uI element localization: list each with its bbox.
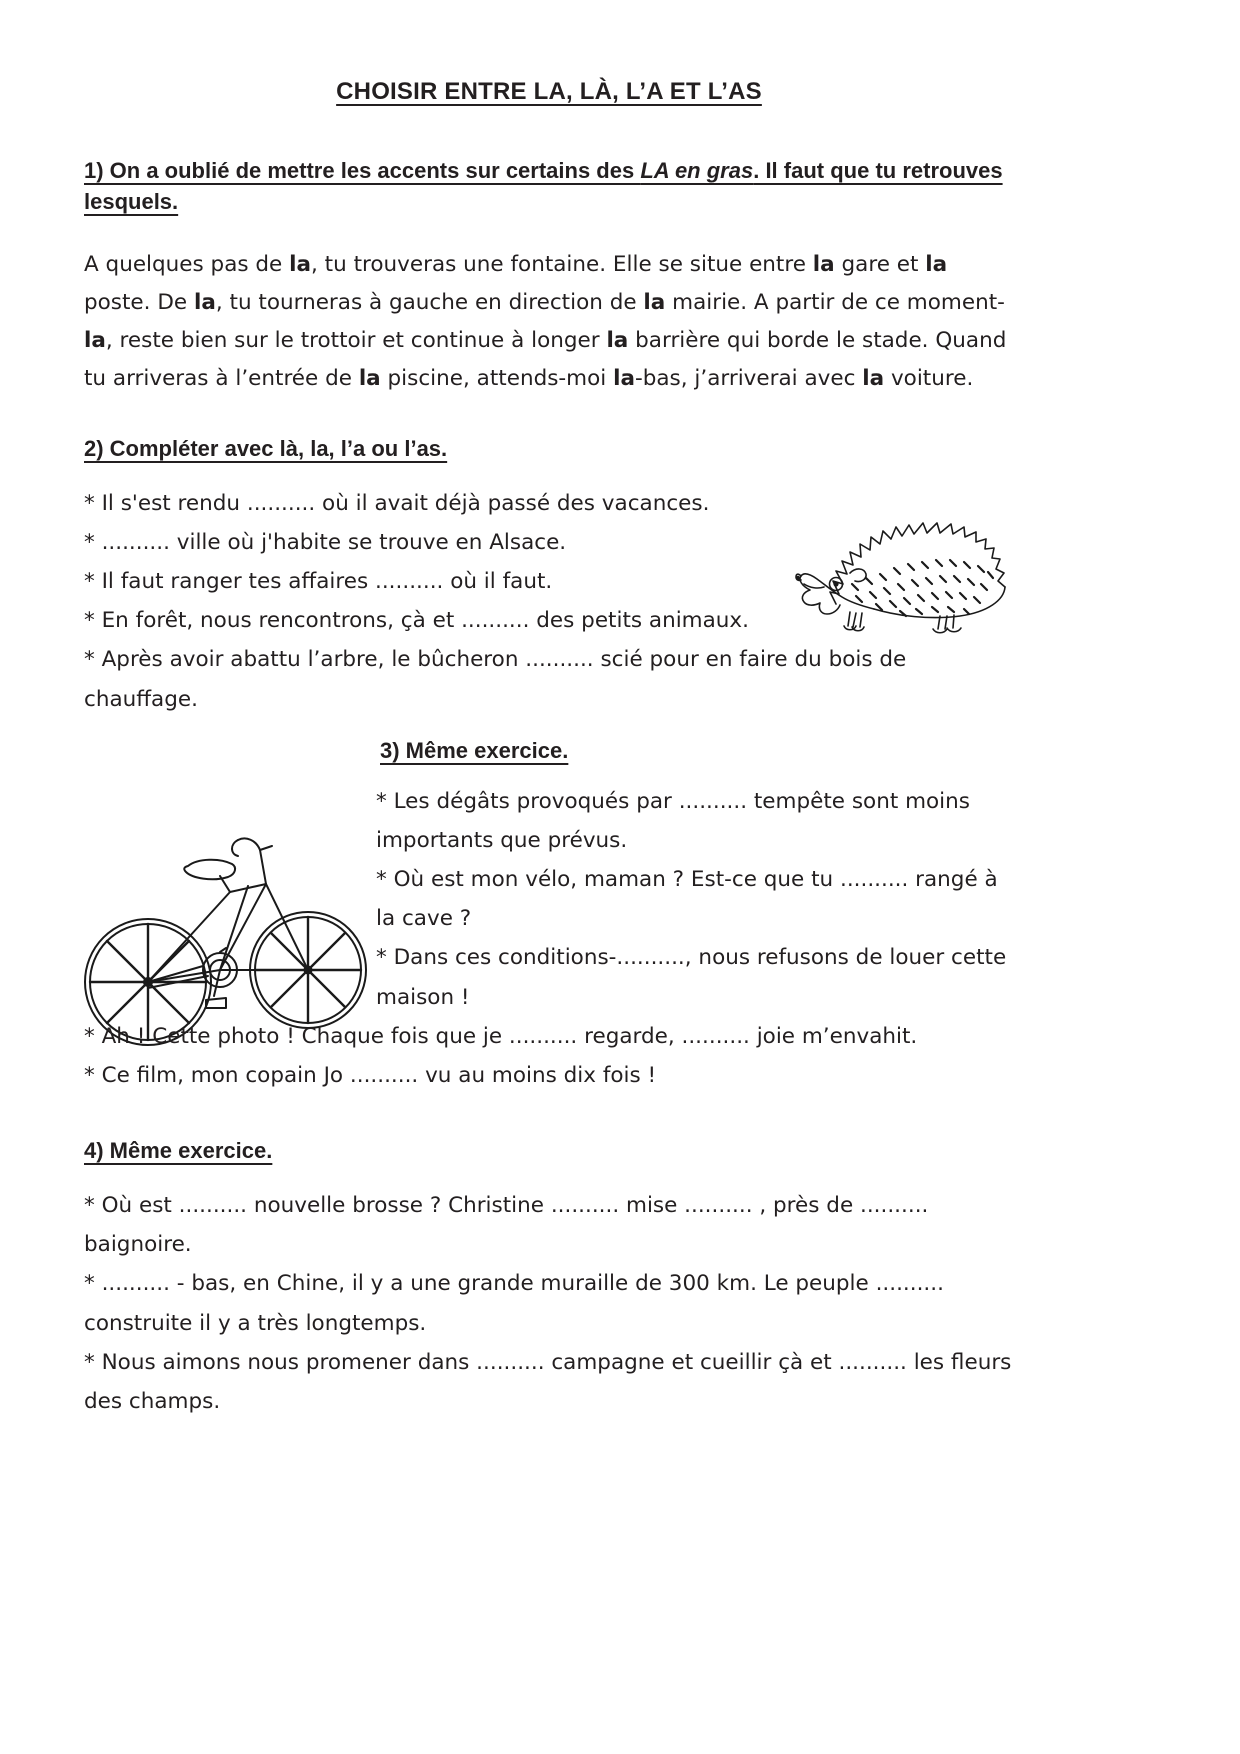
exercise-2-list bbox=[84, 484, 1014, 719]
list-item: * Il s'est rendu .......... où il avait déjà passé des vacances. bbox=[84, 490, 710, 516]
list-item: * .......... ville où j'habite se trouve en Alsace. bbox=[84, 530, 567, 556]
exercise-1-heading bbox=[84, 155, 1014, 217]
list-item: * .......... - bas, en Chine, il y a une grande muraille de 300 km. Le peuple .......... construite il y a très longtemps. bbox=[84, 1271, 951, 1336]
list-item: * Ah ! Cette photo ! Chaque fois que je .......... regarde, .......... joie m’envahit. bbox=[84, 1023, 918, 1049]
list-item: * Ce film, mon copain Jo .......... vu au moins dix fois ! bbox=[84, 1062, 657, 1088]
list-item: * En forêt, nous rencontrons, çà et .......... des petits animaux. bbox=[84, 608, 749, 634]
exercise-3-list bbox=[84, 1017, 1014, 1095]
exercise-4-heading: 4) Même exercice. bbox=[84, 1137, 273, 1163]
exercise-1-heading-part1: 1) On a oublié de mettre les accents sur certains des bbox=[84, 158, 641, 184]
exercise-1-heading-italic: LA en gras bbox=[640, 158, 754, 184]
page-title: CHOISIR ENTRE LA, LÀ, L’A ET L’AS bbox=[336, 78, 762, 105]
list-item: * Après avoir abattu l’arbre, le bûcheron .......... scié pour en faire du bois de chauffage. bbox=[84, 647, 914, 712]
exercise-1-heading-part2: . Il faut que tu retrouves lesquels. bbox=[84, 158, 1003, 215]
exercise-4-list bbox=[84, 1186, 1019, 1421]
worksheet-content bbox=[84, 76, 1019, 1421]
list-item: * Il faut ranger tes affaires .......... où il faut. bbox=[84, 569, 553, 595]
exercise-1-paragraph: A quelques pas de la, tu trouveras une fontaine. Elle se situe entre la gare et la poste. De la, tu tourneras à gauche en direction de la mairie. A partir de ce moment-la, reste bien sur le trottoir et continue à longer la barrière qui borde le stade. Quand tu arriveras à l’entrée de la piscine, attends-moi la-bas, j’arriverai avec la voiture. bbox=[84, 251, 1007, 392]
list-item: * Nous aimons nous promener dans .......... campagne et cueillir çà et .......... les fleurs des champs. bbox=[84, 1349, 1019, 1414]
list-item: * Dans ces conditions-.........., nous refusons de louer cette maison ! bbox=[376, 945, 1014, 1010]
exercise-2-heading: 2) Compléter avec là, la, l’a ou l’as. bbox=[84, 435, 448, 461]
list-item: * Les dégâts provoqués par .......... tempête sont moins importants que prévus. bbox=[376, 788, 977, 854]
exercise-3-heading: 3) Même exercice. bbox=[380, 737, 569, 763]
list-item: * Où est .......... nouvelle brosse ? Christine .......... mise .......... , près de .......... baignoire. bbox=[84, 1193, 936, 1258]
exercise-3-heading-container bbox=[84, 735, 1014, 766]
exercise-3-indented-list bbox=[376, 782, 1016, 1017]
list-item: * Où est mon vélo, maman ? Est-ce que tu .......... rangé à la cave ? bbox=[376, 867, 1005, 932]
